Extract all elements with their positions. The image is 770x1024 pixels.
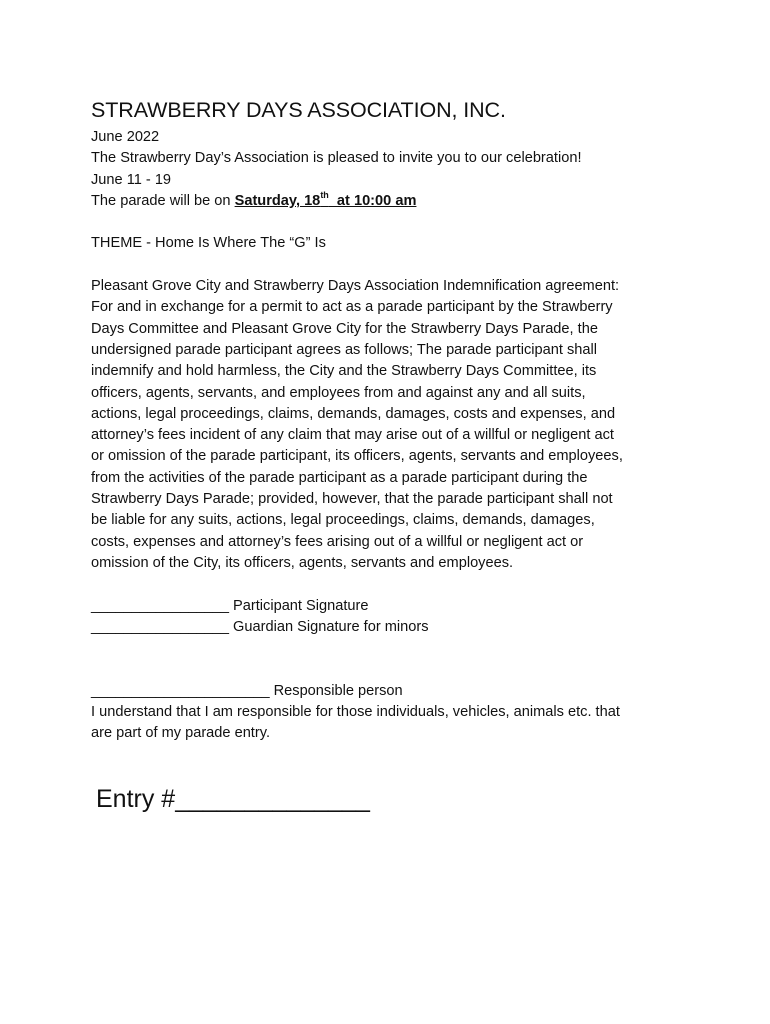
agreement-line: Strawberry Days Parade; provided, however, that the parade participant shall not [91, 491, 613, 508]
agreement-line: be liable for any suits, actions, legal proceedings, claims, demands, damages, [91, 512, 595, 529]
document-date: June 2022 [91, 129, 160, 145]
document-title: STRAWBERRY DAYS ASSOCIATION, INC. [91, 98, 506, 122]
spacer [91, 659, 691, 680]
parade-time: at 10:00 am [328, 192, 417, 209]
participant-signature-field[interactable]: _________________ Participant Signature [91, 597, 369, 614]
parade-date-line [91, 191, 691, 212]
agreement-line: indemnify and hold harmless, the City and the Strawberry Days Committee, its [91, 363, 597, 380]
agreement-line: Pleasant Grove City and Strawberry Days Association Indemnification agreement: [91, 278, 620, 295]
parade-prefix: The parade will be on [91, 192, 235, 209]
agreement-line: officers, agents, servants, and employees from and against any and all suits, [91, 384, 586, 401]
agreement-line: Days Committee and Pleasant Grove City for the Strawberry Days Parade, the [91, 320, 598, 337]
responsibility-statement: are part of my parade entry. [91, 725, 270, 742]
indemnification-agreement [91, 276, 691, 574]
celebration-dates: June 11 - 19 [91, 171, 172, 188]
agreement-line: from the activities of the parade participant as a parade participant during the [91, 469, 588, 486]
agreement-line: or omission of the parade participant, its officers, agents, servants and employees, [91, 448, 623, 465]
agreement-line: For and in exchange for a permit to act as a parade participant by the Strawberry [91, 299, 613, 316]
parade-day-suffix: th [320, 190, 329, 201]
responsible-person-field[interactable]: ______________________ Responsible person [91, 682, 403, 699]
guardian-signature-field[interactable]: _________________ Guardian Signature for minors [91, 618, 429, 635]
entry-number-field[interactable]: Entry #______________ [96, 785, 370, 813]
parade-day: Saturday, 18 [234, 192, 321, 209]
document-page [91, 96, 691, 745]
responsibility-statement: I understand that I am responsible for those individuals, vehicles, animals etc. that [91, 704, 620, 721]
parade-date [234, 190, 417, 209]
agreement-line: omission of the City, its officers, agents, servants and employees. [91, 554, 514, 571]
theme-line: THEME - Home Is Where The “G” Is [91, 235, 326, 252]
agreement-line: actions, legal proceedings, claims, demands, damages, costs and expenses, and [91, 405, 616, 422]
invitation-text: The Strawberry Day’s Association is pleased to invite you to our celebration! [91, 150, 582, 167]
agreement-line: undersigned parade participant agrees as follows; The parade participant shall [91, 341, 597, 358]
spacer [91, 255, 691, 276]
agreement-line: attorney’s fees incident of any claim that may arise out of a willful or negligent act [91, 427, 614, 444]
spacer [91, 574, 691, 595]
spacer [91, 638, 691, 659]
spacer [91, 212, 691, 233]
agreement-line: costs, expenses and attorney’s fees arising out of a willful or negligent act or [91, 533, 584, 550]
